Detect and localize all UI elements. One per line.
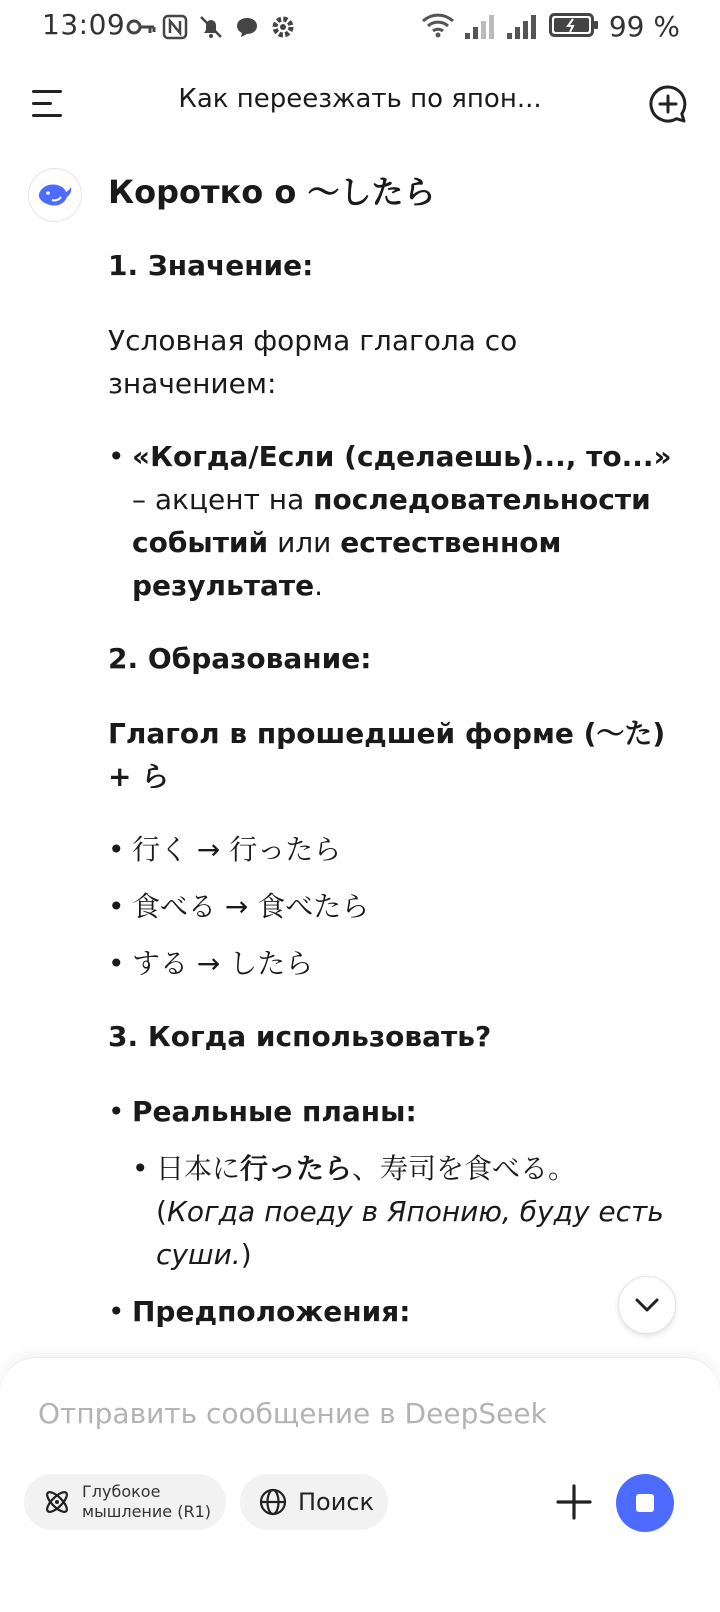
status-bar — [0, 0, 720, 56]
examples-list — [108, 828, 678, 985]
new-chat-icon — [648, 84, 688, 124]
chevron-down-icon — [634, 1297, 660, 1313]
paragraph: Условная форма глагола со значением: — [108, 324, 518, 400]
wifi-icon — [421, 12, 455, 42]
menu-icon-line — [32, 114, 62, 117]
text: . — [314, 569, 324, 602]
jp-text: 、寿司を食べる。 — [352, 1152, 577, 1185]
search-label: Поиск — [298, 1488, 375, 1516]
bold-text: естественном результате — [132, 526, 562, 602]
nfc-icon — [162, 14, 190, 40]
mute-bell-icon — [198, 14, 226, 40]
whale-icon — [36, 180, 74, 210]
atom-icon — [42, 1487, 72, 1517]
list-item — [108, 1290, 678, 1333]
quote-text: «Когда/Если (сделаешь)..., то...» — [132, 440, 672, 473]
section-heading: 2. Образование: — [108, 642, 372, 675]
app-header — [0, 70, 720, 140]
paren: ) — [240, 1238, 252, 1271]
sub-list — [132, 1147, 678, 1276]
deepseek-avatar — [28, 168, 82, 222]
text: – акцент на — [132, 483, 314, 516]
status-icons — [126, 14, 298, 40]
section-heading: 3. Когда использовать? — [108, 1020, 492, 1053]
key-icon — [126, 14, 154, 40]
list-item — [108, 1090, 678, 1276]
bold-text: Реальные планы: — [132, 1095, 417, 1128]
deep-think-toggle[interactable] — [24, 1474, 226, 1530]
section-heading: 1. Значение: — [108, 249, 314, 282]
translation-text: Когда поеду в Японию, буду есть суши. — [156, 1195, 664, 1271]
chat-content[interactable] — [0, 150, 720, 1380]
bullet-list — [108, 435, 678, 607]
rule-text — [108, 712, 678, 798]
bold-text: последовательности событий — [132, 483, 651, 559]
message-title: Коротко о 〜したら — [108, 173, 436, 211]
bold-text: Глагол в прошедшей форме (〜た) + ら — [108, 717, 666, 793]
signal-icon-1 — [465, 15, 497, 39]
stop-icon — [636, 1494, 654, 1512]
new-chat-button[interactable] — [648, 84, 688, 124]
jp-text: 日本に — [156, 1152, 241, 1185]
list-item — [132, 1147, 678, 1276]
chat-title[interactable]: Как переезжать по япон... — [178, 84, 542, 114]
battery-icon — [549, 12, 599, 42]
signal-icon-2 — [507, 15, 539, 39]
text: или — [268, 526, 341, 559]
list-item: • 行く → 行ったら — [108, 828, 678, 871]
search-toggle[interactable] — [240, 1474, 388, 1530]
globe-icon — [258, 1487, 288, 1517]
attach-button[interactable] — [552, 1480, 596, 1524]
status-right — [421, 10, 680, 43]
bold-text: 行ったら — [240, 1152, 353, 1185]
list-item — [108, 435, 678, 607]
bold-text: Предположения: — [132, 1295, 411, 1328]
plus-icon — [552, 1480, 596, 1524]
chat-bubble-icon — [234, 14, 262, 40]
battery-percent: 99 % — [608, 10, 680, 43]
stop-button[interactable] — [616, 1474, 674, 1532]
assistant-message — [108, 170, 678, 1363]
gear-icon — [270, 14, 298, 40]
usage-list — [108, 1090, 678, 1333]
composer — [0, 1358, 720, 1612]
list-item: • する → したら — [108, 942, 678, 985]
deep-think-label: Глубокое мышление (R1) — [82, 1482, 211, 1521]
list-item: • 食べる → 食べたら — [108, 885, 678, 928]
message-input[interactable] — [36, 1388, 680, 1438]
scroll-down-button[interactable] — [618, 1276, 676, 1334]
status-time: 13:09 — [42, 8, 126, 41]
paren: ( — [156, 1195, 167, 1228]
